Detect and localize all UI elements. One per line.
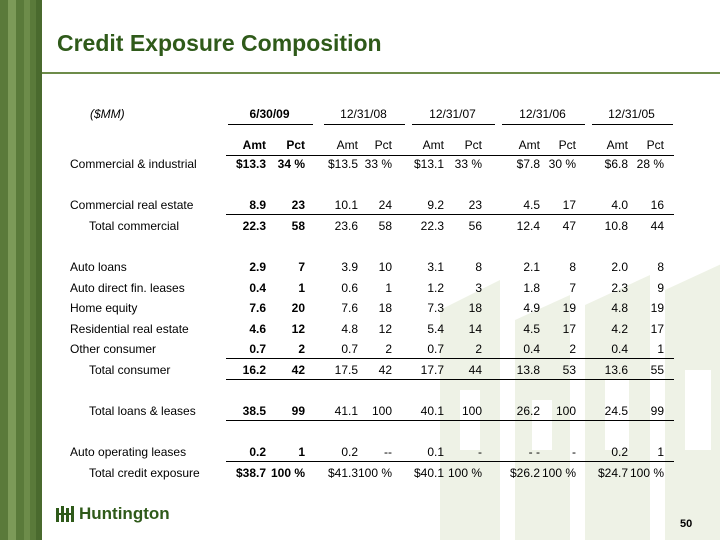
period-header: 12/31/07 [429, 107, 476, 121]
amt-cell: 0.2 [249, 445, 266, 459]
amt-cell: 7.3 [427, 301, 444, 315]
amt-cell: 0.4 [523, 342, 540, 356]
amt-cell: 24.5 [604, 404, 628, 418]
pct-cell: 55 [650, 363, 664, 377]
pct-subheader: Pct [646, 138, 664, 152]
amt-cell: 2.9 [249, 260, 266, 274]
amt-cell: 1.2 [427, 281, 444, 295]
pct-cell: - [572, 445, 576, 459]
pct-cell: 100 % [447, 466, 482, 480]
pct-cell: 20 [291, 301, 305, 315]
page-title: Credit Exposure Composition [57, 30, 382, 56]
amt-cell: 4.8 [611, 301, 628, 315]
row-label: Auto loans [70, 260, 127, 274]
period-header: 12/31/08 [340, 107, 387, 121]
subtotal-rule [226, 379, 674, 380]
amt-subheader: Amt [422, 138, 444, 152]
pct-cell: 58 [378, 219, 392, 233]
amt-cell: 4.6 [249, 322, 266, 336]
pct-cell: 12 [291, 322, 305, 336]
amt-cell: 8.9 [249, 198, 266, 212]
pct-cell: 17 [562, 322, 576, 336]
row-label: Total loans & leases [89, 404, 196, 418]
pct-cell: - [478, 445, 482, 459]
amt-cell: 13.6 [604, 363, 628, 377]
pct-cell: 1 [298, 281, 305, 295]
pct-cell: 44 [468, 363, 482, 377]
pct-cell: 18 [468, 301, 482, 315]
amt-cell: 1.8 [523, 281, 540, 295]
pct-cell: 44 [650, 219, 664, 233]
pct-cell: 24 [378, 198, 392, 212]
pct-cell: 17 [562, 198, 576, 212]
amt-cell: 22.3 [420, 219, 444, 233]
pct-cell: 53 [562, 363, 576, 377]
row-label: Home equity [70, 301, 138, 315]
amt-cell: 12.4 [516, 219, 540, 233]
pct-cell: 9 [657, 281, 664, 295]
pct-cell: 10 [378, 260, 392, 274]
amt-cell: $41.3 [327, 466, 358, 480]
amt-cell: $40.1 [413, 466, 444, 480]
amt-cell: 0.4 [249, 281, 266, 295]
amt-cell: 38.5 [242, 404, 266, 418]
amt-cell: 22.3 [242, 219, 266, 233]
pct-cell: 100 % [629, 466, 664, 480]
amt-cell: 0.2 [341, 445, 358, 459]
amt-cell: 0.2 [611, 445, 628, 459]
pct-cell: 2 [298, 342, 305, 356]
amt-cell: 10.1 [334, 198, 358, 212]
amt-cell: 5.4 [427, 322, 444, 336]
pct-cell: 17 [650, 322, 664, 336]
amt-cell: 40.1 [420, 404, 444, 418]
pct-cell: 2 [385, 342, 392, 356]
subtotal-rule [226, 420, 674, 421]
row-label: Residential real estate [70, 322, 189, 336]
pct-cell: 23 [291, 198, 305, 212]
amt-cell: 17.5 [334, 363, 358, 377]
pct-cell: 47 [562, 219, 576, 233]
amt-cell: $6.8 [604, 157, 628, 171]
pct-cell: 30 % [548, 157, 576, 171]
period-header-underline [228, 124, 313, 125]
amt-subheader: Amt [606, 138, 628, 152]
amt-cell: 23.6 [334, 219, 358, 233]
pct-cell: 7 [569, 281, 576, 295]
amt-cell: 0.4 [611, 342, 628, 356]
pct-cell: 19 [562, 301, 576, 315]
pct-cell: 1 [657, 342, 664, 356]
amt-cell: 4.8 [341, 322, 358, 336]
pct-cell: 100 % [357, 466, 392, 480]
subheader-underline [226, 155, 674, 156]
pct-cell: 33 % [454, 157, 482, 171]
row-label: Commercial & industrial [70, 157, 197, 171]
amt-subheader: Amt [242, 138, 266, 152]
pct-cell: 100 % [270, 466, 305, 480]
amt-cell: 4.5 [523, 198, 540, 212]
amt-cell: 4.5 [523, 322, 540, 336]
period-header: 6/30/09 [249, 107, 290, 121]
amt-subheader: Amt [336, 138, 358, 152]
huntington-logo-icon [55, 504, 75, 524]
pct-cell: -- [384, 445, 392, 459]
period-header-underline [502, 124, 585, 125]
logo-wordmark: Huntington [79, 504, 170, 523]
pct-cell: 42 [291, 363, 305, 377]
amt-cell: 13.8 [516, 363, 540, 377]
amt-cell: - - [528, 445, 540, 459]
amt-subheader: Amt [518, 138, 540, 152]
pct-subheader: Pct [374, 138, 392, 152]
pct-cell: 2 [475, 342, 482, 356]
amt-cell: 2.3 [611, 281, 628, 295]
row-label: Other consumer [70, 342, 157, 356]
pct-cell: 23 [468, 198, 482, 212]
amt-cell: 4.0 [611, 198, 628, 212]
pct-cell: 7 [298, 260, 305, 274]
amt-cell: $13.3 [235, 157, 266, 171]
amt-cell: 4.2 [611, 322, 628, 336]
amt-cell: 41.1 [334, 404, 358, 418]
period-header: 12/31/06 [519, 107, 566, 121]
pct-cell: 42 [378, 363, 392, 377]
amt-cell: 16.2 [242, 363, 266, 377]
pct-cell: 99 [291, 404, 305, 418]
pct-cell: 8 [475, 260, 482, 274]
amt-cell: $13.5 [327, 157, 358, 171]
pct-cell: 14 [468, 322, 482, 336]
amt-cell: 7.6 [249, 301, 266, 315]
page-number: 50 [680, 518, 693, 530]
amt-cell: 0.1 [427, 445, 444, 459]
pct-cell: 18 [378, 301, 392, 315]
amt-cell: 10.8 [604, 219, 628, 233]
amt-cell: $38.7 [235, 466, 266, 480]
subtotal-rule [226, 358, 674, 359]
amt-cell: 2.1 [523, 260, 540, 274]
pct-cell: 16 [650, 198, 664, 212]
pct-cell: 2 [569, 342, 576, 356]
amt-cell: 26.2 [516, 404, 540, 418]
pct-cell: 1 [298, 445, 305, 459]
amt-cell: 0.6 [341, 281, 358, 295]
pct-cell: 34 % [277, 157, 305, 171]
amt-cell: 0.7 [427, 342, 444, 356]
pct-cell: 3 [475, 281, 482, 295]
row-label: Commercial real estate [70, 198, 194, 212]
amt-cell: 7.6 [341, 301, 358, 315]
subtotal-rule [226, 214, 674, 215]
pct-cell: 12 [378, 322, 392, 336]
huntington-logo [55, 504, 170, 524]
amt-cell: 17.7 [420, 363, 444, 377]
pct-subheader: Pct [286, 138, 305, 152]
amt-cell: $13.1 [413, 157, 444, 171]
amt-cell: 0.7 [341, 342, 358, 356]
amt-cell: 9.2 [427, 198, 444, 212]
pct-cell: 100 [371, 404, 392, 418]
amt-cell: 2.0 [611, 260, 628, 274]
pct-cell: 100 % [541, 466, 576, 480]
subtotal-rule [226, 461, 674, 462]
pct-cell: 99 [650, 404, 664, 418]
pct-cell: 28 % [636, 157, 664, 171]
pct-subheader: Pct [464, 138, 482, 152]
pct-cell: 8 [569, 260, 576, 274]
amt-cell: $26.2 [509, 466, 540, 480]
period-header: 12/31/05 [608, 107, 655, 121]
period-header-underline [592, 124, 673, 125]
period-header-underline [324, 124, 405, 125]
pct-cell: 58 [291, 219, 305, 233]
pct-subheader: Pct [558, 138, 576, 152]
pct-cell: 1 [657, 445, 664, 459]
row-label: Total consumer [89, 363, 171, 377]
units-label: ($MM) [90, 107, 125, 121]
pct-cell: 56 [468, 219, 482, 233]
pct-cell: 19 [650, 301, 664, 315]
row-label: Auto operating leases [70, 445, 187, 459]
pct-cell: 100 [555, 404, 576, 418]
amt-cell: 3.1 [427, 260, 444, 274]
row-label: Total credit exposure [89, 466, 200, 480]
period-header-underline [412, 124, 495, 125]
amt-cell: $24.7 [597, 466, 628, 480]
amt-cell: $7.8 [516, 157, 540, 171]
row-label: Total commercial [89, 219, 180, 233]
row-label: Auto direct fin. leases [70, 281, 185, 295]
pct-cell: 33 % [364, 157, 392, 171]
amt-cell: 4.9 [523, 301, 540, 315]
pct-cell: 1 [385, 281, 392, 295]
pct-cell: 8 [657, 260, 664, 274]
amt-cell: 0.7 [249, 342, 266, 356]
pct-cell: 100 [461, 404, 482, 418]
amt-cell: 3.9 [341, 260, 358, 274]
